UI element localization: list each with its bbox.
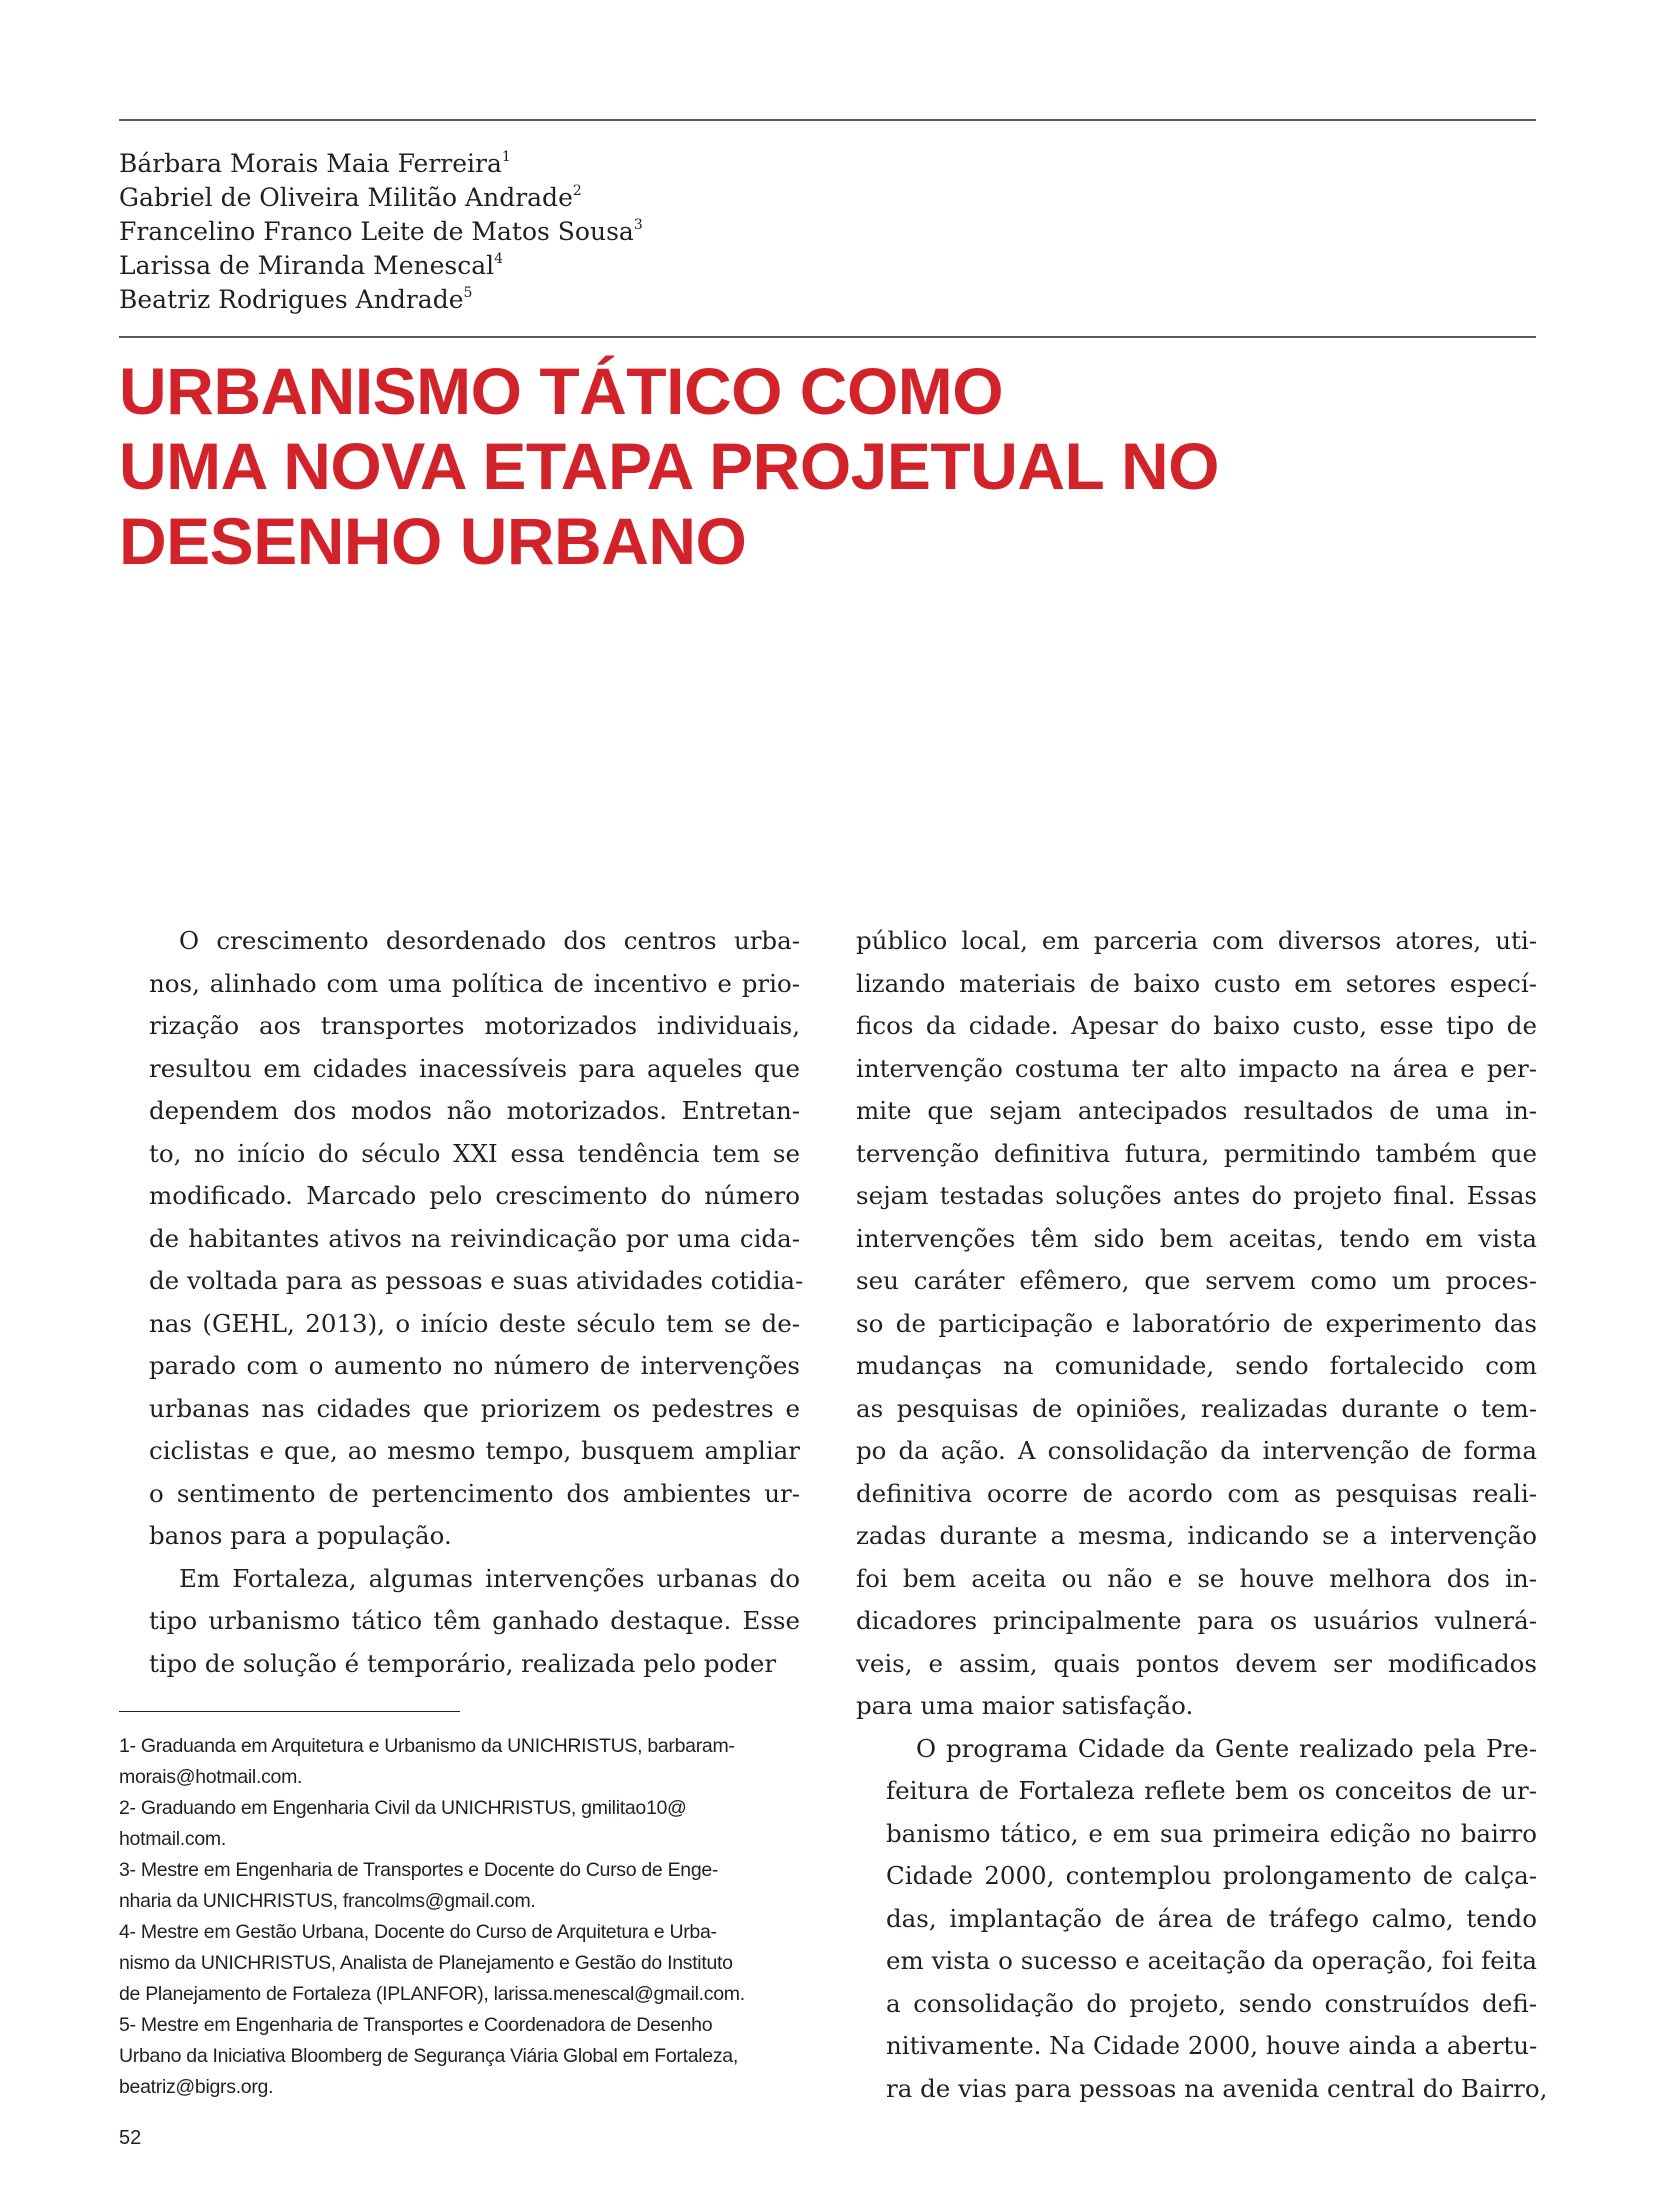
text-line: definitiva ocorre de acordo com as pesquisas reali- [856, 1478, 1537, 1508]
text-line: Em Fortaleza, algumas intervenções urbanas do [179, 1563, 800, 1593]
top-rule [119, 119, 1536, 121]
author-footnote-ref: 4 [494, 251, 504, 267]
text-line: parado com o aumento no número de intervenções [149, 1351, 800, 1380]
footnote-line: 5- Mestre em Engenharia de Transportes e Coordenadora de Desenho [119, 2014, 713, 2036]
author-name [119, 249, 1319, 283]
text-line: so de participação e laboratório de experimento das [856, 1308, 1537, 1338]
text-line: a consolidação do projeto, sendo construídos defi- [886, 1988, 1537, 2018]
text-line: foi bem aceita ou não e se houve melhora dos in- [856, 1563, 1537, 1593]
text-line: para uma maior satisfação. [856, 1691, 1194, 1720]
footnote-line: 2- Graduando em Engenharia Civil da UNICHRISTUS, gmilitao10@ [119, 1797, 687, 1819]
text-line: o sentimento de pertencimento dos ambientes ur- [149, 1478, 800, 1508]
author-footnote-ref: 1 [501, 149, 511, 165]
text-line: de habitantes ativos na reivindicação por uma cida- [149, 1223, 800, 1253]
author-name [119, 215, 1319, 249]
footnote-line: de Planejamento de Fortaleza (IPLANFOR), larissa.menescal@gmail.com. [119, 1983, 745, 2005]
page-number: 52 [119, 2127, 142, 2149]
footnotes [119, 1731, 809, 2103]
text-line: tipo de solução é temporário, realizada pelo poder [149, 1648, 777, 1678]
text-line: lizando materiais de baixo custo em setores especí- [856, 968, 1537, 998]
text-line: público local, em parceria com diversos atores, uti- [856, 926, 1537, 955]
footnote-rule [119, 1711, 460, 1712]
text-line: em vista o sucesso e aceitação da operação, foi feita [886, 1946, 1537, 1975]
footnote [119, 1793, 809, 1855]
footnote [119, 2010, 809, 2103]
text-line: urbanas nas cidades que priorizem os pedestres e [149, 1393, 800, 1423]
author-footnote-ref: 5 [463, 285, 473, 301]
text-line: banos para a população. [149, 1521, 452, 1550]
footnote-line: 3- Mestre em Engenharia de Transportes e Docente do Curso de Enge- [119, 1859, 719, 1881]
text-line: po da ação. A consolidação da intervenção de forma [856, 1436, 1537, 1465]
text-line: as pesquisas de opiniões, realizadas durante o tem- [856, 1393, 1537, 1423]
footnote-line: morais@hotmail.com. [119, 1766, 303, 1788]
text-line: mudanças na comunidade, sendo fortalecido com [856, 1351, 1537, 1380]
body-column-right [856, 920, 1548, 2110]
text-line: O crescimento desordenado dos centros urba- [179, 926, 800, 955]
body-paragraph [856, 920, 1537, 1728]
author-footnote-ref: 3 [633, 217, 643, 233]
footnote-line: 4- Mestre em Gestão Urbana, Docente do Curso de Arquitetura e Urba- [119, 1921, 717, 1943]
text-line: O programa Cidade da Gente realizado pela Pre- [916, 1733, 1537, 1763]
footnote [119, 1731, 809, 1793]
text-line: das, implantação de área de tráfego calmo, tendo [886, 1903, 1537, 1933]
author-name [119, 181, 1319, 215]
author-name-text: Gabriel de Oliveira Militão Andrade [119, 183, 573, 212]
author-name-text: Beatriz Rodrigues Andrade [119, 285, 464, 314]
footnote-line: nharia da UNICHRISTUS, francolms@gmail.com. [119, 1890, 536, 1912]
text-line: modificado. Marcado pelo crescimento do número [149, 1181, 800, 1210]
author-name [119, 283, 1319, 317]
text-line: banismo tático, e em sua primeira edição no bairro [886, 1818, 1537, 1848]
text-line: feitura de Fortaleza reflete bem os conceitos de ur- [886, 1776, 1537, 1805]
author-name [119, 147, 1319, 181]
body-paragraph [119, 1558, 800, 1686]
body-paragraph [856, 1728, 1548, 2111]
text-line: dependem dos modos não motorizados. Entretan- [149, 1096, 800, 1125]
text-line: nas (GEHL, 2013), o início deste século tem se de- [149, 1308, 800, 1338]
text-line: intervenção costuma ter alto impacto na área e per- [856, 1053, 1537, 1083]
text-line: seu caráter efêmero, que servem como um proces- [856, 1266, 1537, 1295]
text-line: ra de vias para pessoas na avenida central do Bairro, [886, 2073, 1548, 2103]
author-footnote-ref: 2 [572, 183, 582, 199]
text-line: mite que sejam antecipados resultados de uma in- [856, 1096, 1537, 1125]
author-name-text: Bárbara Morais Maia Ferreira [119, 149, 502, 178]
author-name-text: Larissa de Miranda Menescal [119, 251, 495, 280]
text-line: rização aos transportes motorizados individuais, [149, 1011, 800, 1040]
footnote [119, 1917, 809, 2010]
footnote-line: beatriz@bigrs.org. [119, 2076, 274, 2098]
title-line: URBANISMO TÁTICO COMO [119, 354, 1004, 428]
text-line: tervenção definitiva futura, permitindo também que [856, 1138, 1537, 1168]
text-line: sejam testadas soluções antes do projeto final. Essas [856, 1181, 1537, 1210]
body-column-left [119, 920, 804, 1685]
text-line: nitivamente. Na Cidade 2000, houve ainda a abertu- [886, 2031, 1538, 2060]
author-name-text: Francelino Franco Leite de Matos Sousa [119, 217, 634, 246]
title-line: DESENHO URBANO [119, 504, 747, 578]
text-line: dicadores principalmente para os usuários vulnerá- [856, 1606, 1537, 1635]
body-paragraph [119, 920, 804, 1558]
footnote-line: 1- Graduanda em Arquitetura e Urbanismo da UNICHRISTUS, barbaram- [119, 1735, 735, 1757]
footnote-line: Urbano da Iniciativa Bloomberg de Segurança Viária Global em Fortaleza, [119, 2045, 738, 2067]
text-line: de voltada para as pessoas e suas atividades cotidia- [149, 1266, 804, 1295]
footnote-line: nismo da UNICHRISTUS, Analista de Planejamento e Gestão do Instituto [119, 1952, 733, 1974]
footnote-line: hotmail.com. [119, 1828, 226, 1850]
header-rule [119, 336, 1536, 338]
title-line: UMA NOVA ETAPA PROJETUAL NO [119, 429, 1219, 503]
text-line: Cidade 2000, contemplou prolongamento de calça- [886, 1861, 1537, 1890]
text-line: to, no início do século XXI essa tendência tem se [149, 1138, 800, 1168]
text-line: intervenções têm sido bem aceitas, tendo em vista [856, 1223, 1537, 1253]
text-line: tipo urbanismo tático têm ganhado destaque. Esse [149, 1606, 800, 1635]
author-list [119, 147, 1319, 317]
text-line: ciclistas e que, ao mesmo tempo, busquem ampliar [149, 1436, 800, 1465]
text-line: ficos da cidade. Apesar do baixo custo, esse tipo de [856, 1011, 1537, 1040]
footnote [119, 1855, 809, 1917]
text-line: nos, alinhado com uma política de incentivo e prio- [149, 968, 800, 998]
article-title [119, 354, 1539, 579]
text-line: veis, e assim, quais pontos devem ser modificados [856, 1648, 1537, 1678]
text-line: zadas durante a mesma, indicando se a intervenção [856, 1521, 1537, 1550]
text-line: resultou em cidades inacessíveis para aqueles que [149, 1053, 800, 1083]
